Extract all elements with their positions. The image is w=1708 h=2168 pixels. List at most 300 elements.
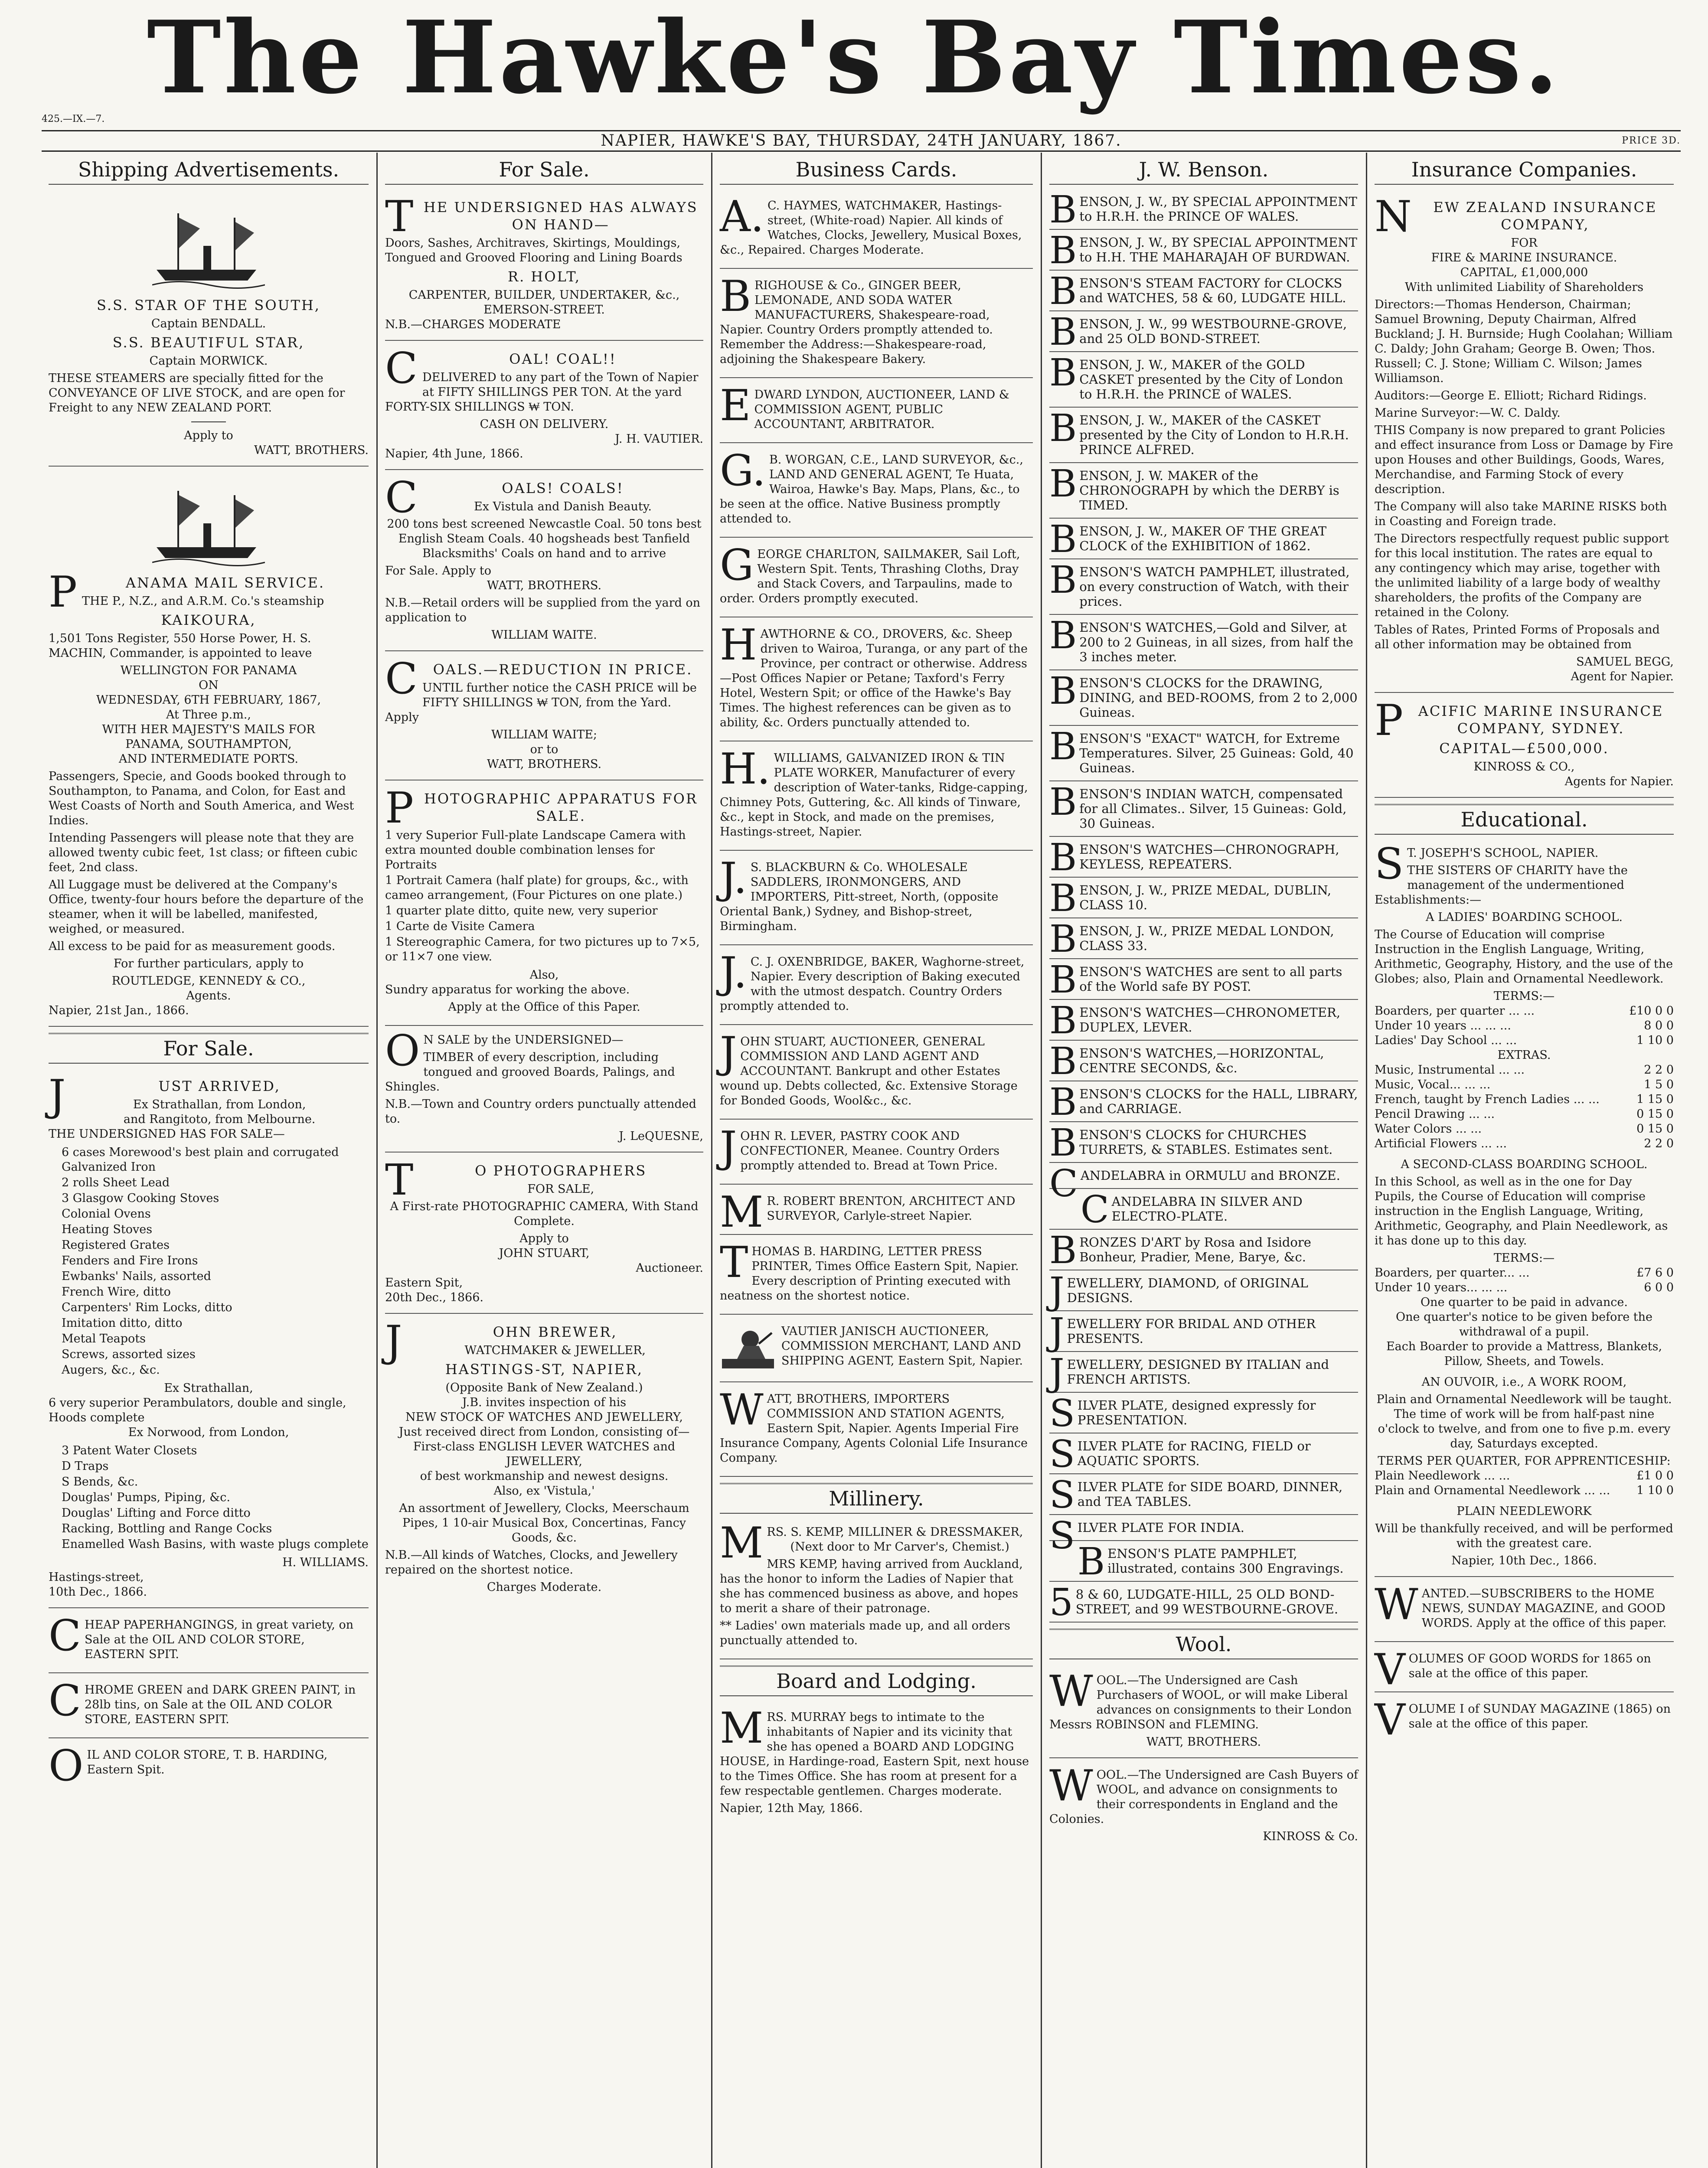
ad-line: AND INTERMEDIATE PORTS. bbox=[119, 752, 298, 766]
ad-title: PACIFIC MARINE INSURANCE COMPANY, SYDNEY. bbox=[1375, 696, 1664, 745]
card bbox=[720, 269, 1033, 378]
card bbox=[720, 443, 1033, 538]
ad-title: TO PHOTOGRAPHERS bbox=[385, 1156, 647, 1205]
ad-line: FIRE & MARINE INSURANCE. bbox=[1431, 251, 1617, 264]
ad-line: (Next door to Mr Carver's, Chemist.) bbox=[790, 1540, 1009, 1554]
ad-title: MRS. S. KEMP, MILLINER & DRESSMAKER, bbox=[720, 1518, 1023, 1568]
fee-label: Plain and Ornamental Needlework ... ... bbox=[1375, 1484, 1610, 1497]
ad-line: WELLINGTON FOR PANAMA bbox=[120, 664, 297, 677]
fee-label: Boarders, per quarter... ... bbox=[1375, 1266, 1530, 1280]
ad-body: Plain and Ornamental Needlework will be taught. The time of work will be from half-past nine o'clock to twelve, and from one to five p.m. every day, Saturdays excepted. bbox=[1376, 1393, 1672, 1450]
list-item: 3 Patent Water Closets bbox=[62, 1444, 197, 1457]
ad-body: DELIVERED to any part of the Town of Napier at FIFTY SHILLINGS PER TON. At the yard FORTY-SIX SHILLINGS ₩ TON. bbox=[385, 371, 699, 414]
ad-line: Ex Strathallan, from London, bbox=[133, 1098, 306, 1111]
ad-body: CHEAP PAPERHANGINGS, in great variety, on Sale at the OIL AND COLOR STORE, EASTERN SPIT. bbox=[49, 1611, 354, 1661]
section-heading: Insurance Companies. bbox=[1375, 155, 1674, 185]
ad-body: ** Ladies' own materials made up, and all orders punctually attended to. bbox=[720, 1619, 1010, 1647]
ad-title: JUST ARRIVED, bbox=[49, 1071, 281, 1120]
benson-ad: BENSON, J. W., BY SPECIAL APPOINTMENT to H.R.H. the PRINCE OF WALES. bbox=[1049, 189, 1358, 230]
ad-line: of best workmanship and newest designs. bbox=[420, 1469, 669, 1483]
ad-body: Will be thankfully received, and will be performed with the greatest care. bbox=[1375, 1522, 1673, 1550]
ad-body: A First-rate PHOTOGRAPHIC CAMERA, With Stand Complete. bbox=[390, 1200, 699, 1228]
agent-role: Agents for Napier. bbox=[1564, 775, 1674, 788]
ad-line: Each Boarder to provide a Mattress, Blankets, Pillow, Sheets, and Towels. bbox=[1386, 1340, 1662, 1368]
ad-body: 200 tons best screened Newcastle Coal. 50 tons best English Steam Coals. 40 hogsheads best Tanfield Blacksmiths' Coals on hand and to arrive bbox=[387, 517, 702, 560]
benson-ad: BENSON, J. W., MAKER OF THE GREAT CLOCK of the EXHIBITION of 1862. bbox=[1049, 519, 1358, 559]
column-rule bbox=[1366, 153, 1367, 2168]
card-text: A.C. HAYMES, WATCHMAKER, Hastings-street, (White-road) Napier. All kinds of Watches, Clocks, Jewellery, Musical Boxes, &c., Repaired. Charges Moderate. bbox=[720, 192, 1022, 257]
fee-label: Plain Needlework ... ... bbox=[1375, 1469, 1510, 1482]
benson-ad: BENSON'S WATCH PAMPHLET, illustrated, on every construction of Watch, with their prices. bbox=[1049, 559, 1358, 615]
fee-label: Music, Vocal... ... ... bbox=[1375, 1078, 1491, 1091]
ad-body: The Course of Education will comprise Instruction in the English Language, Writing, Arithmetic, Geography, History, and the use of the Globes; also, Plain and Ornamental Needlework. bbox=[1375, 928, 1673, 986]
goods-list bbox=[62, 1443, 369, 1552]
ad-just-arrived bbox=[49, 1068, 369, 1608]
card bbox=[720, 1120, 1033, 1185]
column-rule bbox=[1041, 153, 1042, 2168]
benson-ad: JEWELLERY, DIAMOND, of ORIGINAL DESIGNS. bbox=[1049, 1270, 1358, 1311]
section-heading: Educational. bbox=[1375, 804, 1674, 835]
list-item: Screws, assorted sizes bbox=[62, 1348, 196, 1361]
ad-good-words bbox=[1375, 1642, 1674, 1695]
ad-paperhangings bbox=[49, 1608, 369, 1673]
benson-ad: SILVER PLATE FOR INDIA. bbox=[1049, 1515, 1358, 1541]
ad-line: and Rangitoto, from Melbourne. bbox=[123, 1113, 316, 1126]
ad-line: With unlimited Liability of Shareholders bbox=[1404, 281, 1644, 294]
steamship-illustration bbox=[152, 482, 265, 569]
ad-panama-mail bbox=[49, 467, 369, 1027]
ad-body: The Directors respectfully request public support for this local institution. The rates are equal to any contingency which may arise, together with the unlimited liability of a large body of wealthy shareholders, the profits of the Company are retained in the Colony. bbox=[1375, 532, 1669, 619]
ad-title: ST. JOSEPH'S SCHOOL, NAPIER. bbox=[1375, 839, 1599, 889]
ad-line: AN OUVOIR, i.e., A WORK ROOM, bbox=[1421, 1375, 1627, 1389]
list-item: 3 Glasgow Cooking Stoves bbox=[62, 1192, 219, 1205]
ad-title: PANAMA MAIL SERVICE. bbox=[49, 568, 325, 617]
ad-body: Auditors:—George E. Elliott; Richard Ridings. bbox=[1375, 389, 1647, 402]
card-text: EDWARD LYNDON, AUCTIONEER, LAND & COMMISSION AGENT, PUBLIC ACCOUNTANT, ARBITRATOR. bbox=[720, 381, 1009, 431]
ad-line: THE P., N.Z., and A.R.M. Co.'s steamship bbox=[82, 594, 324, 608]
column-rule bbox=[711, 153, 712, 2168]
ad-line: Ex Norwood, from London, bbox=[128, 1426, 289, 1439]
ad-body: All Luggage must be delivered at the Company's Office, twenty-four hours before the departure of the steamer, when it will be labelled, manifested, weighed, or measured. bbox=[49, 878, 364, 936]
list-item: 1 Carte de Visite Camera bbox=[385, 920, 535, 933]
goods-list bbox=[385, 828, 703, 964]
benson-ad: BRONZES D'ART by Rosa and Isidore Bonheur, Pradier, Mene, Barye, &c. bbox=[1049, 1230, 1358, 1270]
ad-line: HASTINGS-ST, NAPIER, bbox=[445, 1361, 643, 1378]
benson-ad: BENSON'S CLOCKS for the HALL, LIBRARY, and CARRIAGE. bbox=[1049, 1081, 1358, 1124]
ad-date: 10th Dec., 1866. bbox=[49, 1585, 147, 1599]
ad-title: ON SALE by the UNDERSIGNED— bbox=[385, 1026, 624, 1076]
agent-name: ROUTLEDGE, KENNEDY & CO., bbox=[111, 974, 306, 988]
issue-number: 425.—IX.—7. bbox=[42, 114, 105, 124]
fee-label: Water Colors ... ... bbox=[1375, 1122, 1482, 1136]
ad-john-brewer bbox=[385, 1314, 703, 1603]
steamship-icon bbox=[152, 205, 265, 291]
section-heading: Millinery. bbox=[720, 1483, 1033, 1514]
ad-line: ON bbox=[199, 679, 219, 692]
list-item: Heating Stoves bbox=[62, 1223, 153, 1236]
fee-row bbox=[1375, 1136, 1674, 1151]
auctioneer-vignette-icon bbox=[720, 1324, 776, 1372]
list-item: Metal Teapots bbox=[62, 1332, 146, 1345]
ad-line: Just received direct from London, consisting of— bbox=[398, 1425, 690, 1439]
ad-body: WOOL.—The Undersigned are Cash Buyers of WOOL, and advance on consignments to their correspondents in England and the Colonies. bbox=[1049, 1761, 1359, 1826]
benson-ad: CANDELABRA IN SILVER AND ELECTRO-PLATE. bbox=[1049, 1189, 1358, 1230]
ad-line: R. HOLT, bbox=[507, 268, 581, 285]
ad-body: MRS. MURRAY begs to intimate to the inhabitants of Napier and its vicinity that she has opened a BOARD AND LODGING HOUSE, in Hardinge-road, Eastern Spit, next house to the Times Office. She has room at present for a few respectable gentlemen. Charges moderate. bbox=[720, 1704, 1029, 1798]
newspaper-title: The Hawke's Bay Times. bbox=[147, 0, 1561, 116]
list-item: Registered Grates bbox=[62, 1238, 170, 1252]
benson-ad: BENSON, J. W., 99 WESTBOURNE-GROVE, and 25 OLD BOND-STREET. bbox=[1049, 311, 1358, 352]
ad-body: N.B.—Retail orders will be supplied from the yard on application to bbox=[385, 596, 701, 624]
benson-ad: BENSON, J. W., BY SPECIAL APPOINTMENT to H.H. THE MAHARAJAH OF BURDWAN. bbox=[1049, 230, 1358, 271]
ship-name: KAIKOURA, bbox=[161, 612, 256, 628]
fee-amount: 8 0 0 bbox=[1644, 1019, 1674, 1032]
list-item: 2 rolls Sheet Lead bbox=[62, 1176, 170, 1189]
ad-line: Ex Strathallan, bbox=[164, 1381, 253, 1395]
fee-amount: 2 2 0 bbox=[1644, 1063, 1674, 1077]
ad-line: At Three p.m., bbox=[166, 708, 251, 722]
agent-role: Agent for Napier. bbox=[1571, 670, 1674, 683]
steamship-icon bbox=[152, 482, 265, 569]
signature: H. WILLIAMS. bbox=[282, 1556, 369, 1569]
list-item: Douglas' Pumps, Piping, &c. bbox=[62, 1491, 230, 1504]
fee-row bbox=[1375, 1063, 1674, 1077]
ad-line: WATCHMAKER & JEWELLER, bbox=[464, 1344, 646, 1357]
benson-ad: BENSON'S WATCHES—CHRONOMETER, DUPLEX, LEVER. bbox=[1049, 1000, 1358, 1041]
benson-ad: BENSON'S "EXACT" WATCH, for Extreme Temperatures. Silver, 25 Guineas: Gold, 40 Guineas. bbox=[1049, 726, 1358, 781]
ad-date: Napier, 4th June, 1866. bbox=[385, 447, 523, 460]
ad-body: THIS Company is now prepared to grant Policies and effect insurance from Loss or Damage by Fire upon Houses and other Buildings, Goods, Wares, Merchandise, and Farming Stock of every description. bbox=[1375, 424, 1673, 496]
ad-body: Tables of Rates, Printed Forms of Proposals and all other information may be obtained from bbox=[1375, 623, 1660, 651]
ad-line: Sundry apparatus for working the above. bbox=[385, 983, 630, 996]
card bbox=[720, 378, 1033, 443]
signature: WATT, BROTHERS. bbox=[487, 757, 602, 771]
ad-st-josephs bbox=[1375, 839, 1674, 1577]
card-text: BRIGHOUSE & Co., GINGER BEER, LEMONADE, AND SODA WATER MANUFACTURERS, Shakespeare-road, Napier. Country Orders promptly attended to. Remember the Address:—Shakespeare-road, adjoining the Shakespeare Bakery. bbox=[720, 272, 993, 366]
card bbox=[720, 617, 1033, 741]
ad-line: 6 very superior Perambulators, double and single, Hoods complete bbox=[49, 1396, 346, 1424]
benson-ad: BENSON'S CLOCKS for the DRAWING, DINING, and BED-ROOMS, from 2 to 2,000 Guineas. bbox=[1049, 670, 1358, 726]
ad-line: CAPITAL, £1,000,000 bbox=[1460, 266, 1588, 279]
card-text: J.C. J. OXENBRIDGE, BAKER, Waghorne-street, Napier. Every description of Baking executed with the utmost despatch. Country Orders promptly attended to. bbox=[720, 948, 1025, 1013]
fee-row bbox=[1375, 1469, 1674, 1483]
ad-body: THESE STEAMERS are specially fitted for the CONVEYANCE OF LIVE STOCK, and are open for Freight to any NEW ZEALAND PORT. bbox=[49, 372, 345, 415]
card-text: HAWTHORNE & CO., DROVERS, &c. Sheep driven to Wairoa, Turanga, or any part of the Province, per contract or otherwise. Address —Post Offices Napier or Petane; Taxford's Ferry Hotel, Western Spit; or office of the Hawke's Bay Times. The highest references can be given as to ability, &c. Orders punctually attended to. bbox=[720, 620, 1028, 729]
ad-kemp bbox=[720, 1518, 1033, 1659]
ad-address: Eastern Spit, bbox=[385, 1276, 463, 1290]
list-item: Ewbanks' Nails, assorted bbox=[62, 1270, 211, 1283]
ad-body: WANTED.—SUBSCRIBERS to the HOME NEWS, SUNDAY MAGAZINE, and GOOD WORDS. Apply at the office of this paper. bbox=[1375, 1580, 1667, 1630]
fee-amount: 1 15 0 bbox=[1636, 1093, 1674, 1106]
benson-ad: BENSON'S PLATE PAMPHLET, illustrated, contains 300 Engravings. bbox=[1049, 1541, 1358, 1582]
signature: WATT, BROTHERS. bbox=[1146, 1735, 1261, 1749]
section-heading: Shipping Advertisements. bbox=[49, 155, 369, 185]
dateline-text: NAPIER, HAWKE'S BAY, THURSDAY, 24TH JANUARY, 1867. bbox=[601, 132, 1122, 150]
card bbox=[720, 1025, 1033, 1120]
column-benson bbox=[1042, 153, 1365, 2168]
ad-holt bbox=[385, 189, 703, 341]
ad-title: JOHN BREWER, bbox=[385, 1317, 617, 1366]
ad-line: THE UNDERSIGNED HAS FOR SALE— bbox=[49, 1127, 285, 1141]
fee-row bbox=[1375, 1266, 1674, 1280]
column-rule bbox=[376, 153, 378, 2168]
ad-body: In this School, as well as in the one for Day Pupils, the Course of Education will comprise instruction in the English Language, Writing, Arithmetic, Geography, and Plain Needlework, as it has done up to this day. bbox=[1375, 1175, 1668, 1247]
signature: WILLIAM WAITE; bbox=[491, 728, 598, 741]
ad-to-photographers bbox=[385, 1153, 703, 1314]
ad-line: TERMS PER QUARTER, FOR APPRENTICESHIP: bbox=[1378, 1454, 1671, 1468]
fee-amount: 1 10 0 bbox=[1636, 1484, 1674, 1497]
ad-body: Directors:—Thomas Henderson, Chairman; Samuel Browning, Deputy Chairman, Alfred Buckland; J. H. Burnside; Hugh Coolahan; William C. Daldy; John Graham; George B. Owen; Thos. Russell; C. J. Stone; William C. Wilson; James Williamson. bbox=[1375, 298, 1673, 385]
apply-label: Apply to bbox=[184, 429, 233, 442]
ad-wanted-subscribers bbox=[1375, 1577, 1674, 1642]
benson-ad: CANDELABRA in ORMULU and BRONZE. bbox=[1049, 1163, 1358, 1189]
list-item: 1 Portrait Camera (half plate) for groups, &c., with cameo arrangement, (Four Pictures on one plate.) bbox=[385, 874, 689, 902]
card bbox=[720, 741, 1033, 851]
ad-line: First-class ENGLISH LEVER WATCHES and JEWELLERY, bbox=[413, 1440, 676, 1468]
section-heading: Wool. bbox=[1049, 1629, 1358, 1659]
ad-line: N.B.—CHARGES MODERATE bbox=[385, 318, 561, 331]
ad-date: Napier, 12th May, 1866. bbox=[720, 1802, 863, 1815]
card-text: J.S. BLACKBURN & Co. WHOLESALE SADDLERS, IRONMONGERS, AND IMPORTERS, Pitt-street, North, (opposite Oriental Bank,) Sydney, and Bishop-street, Birmingham. bbox=[720, 854, 999, 933]
card bbox=[720, 1185, 1033, 1235]
price: PRICE 3D. bbox=[1622, 135, 1681, 146]
short-rule bbox=[191, 421, 226, 422]
ad-coals-reduction bbox=[385, 651, 703, 780]
card-text: MR. ROBERT BRENTON, ARCHITECT AND SURVEYOR, Carlyle-street Napier. bbox=[720, 1188, 1016, 1237]
ad-line: FOR bbox=[1511, 236, 1538, 250]
card-text: VAUTIER JANISCH AUCTIONEER, COMMISSION MERCHANT, LAND AND SHIPPING AGENT, Eastern Spit, Napier. bbox=[781, 1325, 1023, 1368]
ad-line: FOR SALE, bbox=[527, 1182, 594, 1196]
list-item: Carpenters' Rim Locks, ditto bbox=[62, 1301, 232, 1314]
ad-body: THE SISTERS OF CHARITY have the management of the undermentioned Establishments:— bbox=[1375, 864, 1628, 907]
fee-label: Pencil Drawing ... ... bbox=[1375, 1107, 1495, 1121]
ad-body: Passengers, Specie, and Goods booked through to Southampton, to Panama, and Colon, for East and West Coasts of North and South America, and West Indies. bbox=[49, 770, 354, 827]
fee-label: Music, Instrumental ... ... bbox=[1375, 1063, 1525, 1077]
card bbox=[720, 851, 1033, 945]
ad-body: VOLUMES OF GOOD WORDS for 1865 on sale at the office of this paper. bbox=[1375, 1645, 1651, 1695]
section-heading: J. W. Benson. bbox=[1049, 155, 1358, 185]
benson-ad: SILVER PLATE, designed expressly for PRESENTATION. bbox=[1049, 1393, 1358, 1433]
section-heading: For Sale. bbox=[385, 155, 703, 185]
section-heading: Business Cards. bbox=[720, 155, 1033, 185]
list-item: 1 quarter plate ditto, quite new, very superior bbox=[385, 904, 658, 917]
agent-name: WATT, BROTHERS. bbox=[254, 444, 369, 457]
ad-line: EXTRAS. bbox=[1497, 1048, 1551, 1062]
ship-name: S.S. STAR OF THE SOUTH, bbox=[97, 297, 320, 313]
benson-ad-list bbox=[1049, 189, 1358, 1623]
agent-role: Agents. bbox=[186, 989, 231, 1002]
ad-body: OIL AND COLOR STORE, T. B. HARDING, Eastern Spit. bbox=[49, 1741, 328, 1791]
ad-line: WEDNESDAY, 6TH FEBRUARY, 1867, bbox=[96, 693, 321, 707]
fee-amount: 1 10 0 bbox=[1636, 1034, 1674, 1047]
ad-murray bbox=[720, 1701, 1033, 1824]
column-for-sale bbox=[378, 153, 710, 2168]
list-item: 6 cases Morewood's best plain and corrugated Galvanized Iron bbox=[62, 1146, 339, 1174]
benson-ad: JEWELLERY FOR BRIDAL AND OTHER PRESENTS. bbox=[1049, 1311, 1358, 1352]
fee-row bbox=[1375, 1019, 1674, 1033]
list-item: Augers, &c., &c. bbox=[62, 1363, 160, 1377]
ad-line: CARPENTER, BUILDER, UNDERTAKER, &c., bbox=[408, 288, 680, 302]
ad-line: A LADIES' BOARDING SCHOOL. bbox=[1426, 911, 1623, 924]
card-text: H.WILLIAMS, GALVANIZED IRON & TIN PLATE WORKER, Manufacturer of every description of Water-tanks, Ridge-capping, Chimney Pots, Guttering, &c. All kinds of Tinware, &c., kept in Stock, and made on the premises, Hastings-street, Napier. bbox=[720, 744, 1028, 839]
ad-title: COAL! COAL!! bbox=[385, 344, 617, 393]
fee-row bbox=[1375, 1077, 1674, 1092]
ad-line: CAPITAL—£500,000. bbox=[1439, 740, 1609, 757]
card-text: JOHN STUART, AUCTIONEER, GENERAL COMMISSION AND LAND AGENT AND ACCOUNTANT. Bankrupt and other Estates wound up. Debts collected, &c. Extensive Storage for Bonded Goods, Wool&c., &c. bbox=[720, 1028, 1018, 1107]
ad-photographic-apparatus bbox=[385, 780, 703, 1026]
card-text: THOMAS B. HARDING, LETTER PRESS PRINTER, Times Office Eastern Spit, Napier. Every description of Printing executed with neatness on the shortest notice. bbox=[720, 1238, 1019, 1303]
benson-ad: BENSON'S CLOCKS for CHURCHES TURRETS, & STABLES. Estimates sent. bbox=[1049, 1122, 1358, 1163]
list-item: Racking, Bottling and Range Cocks bbox=[62, 1522, 272, 1535]
list-item: 1 Stereographic Camera, for two pictures up to 7×5, or 11×7 one view. bbox=[385, 935, 700, 963]
ad-line: Also, ex 'Vistula,' bbox=[493, 1484, 595, 1498]
signature: J. H. VAUTIER. bbox=[615, 432, 703, 446]
list-item: Fenders and Fire Irons bbox=[62, 1254, 198, 1267]
ad-line: Auctioneer. bbox=[636, 1261, 703, 1275]
card-text: WATT, BROTHERS, IMPORTERS COMMISSION AND STATION AGENTS, Eastern Spit, Napier. Agents Imperial Fire Insurance Company, Agents Colonial Life Insurance Company. bbox=[720, 1385, 1028, 1465]
fee-row bbox=[1375, 1107, 1674, 1122]
ad-date: Napier, 21st Jan., 1866. bbox=[49, 1004, 189, 1017]
ad-line: WITH HER MAJESTY'S MAILS FOR bbox=[102, 723, 315, 736]
ad-line: or to bbox=[530, 743, 558, 756]
section-heading: Board and Lodging. bbox=[720, 1665, 1033, 1696]
fee-label: Under 10 years ... ... ... bbox=[1375, 1019, 1511, 1032]
benson-ad: BENSON'S WATCHES are sent to all parts of the World safe BY POST. bbox=[1049, 959, 1358, 1000]
fee-label: Ladies' Day School ... ... bbox=[1375, 1034, 1517, 1047]
benson-ad: BENSON'S WATCHES—CHRONOGRAPH, KEYLESS, REPEATERS. bbox=[1049, 837, 1358, 878]
fee-row bbox=[1375, 1280, 1674, 1295]
ad-wool-watt bbox=[1049, 1664, 1358, 1758]
ad-sunday-magazine bbox=[1375, 1692, 1674, 1745]
fee-row bbox=[1375, 1122, 1674, 1136]
steamship-illustration bbox=[152, 205, 265, 291]
ad-line: Apply at the Office of this Paper. bbox=[448, 1000, 640, 1014]
card-text: GEORGE CHARLTON, SAILMAKER, Sail Loft, Western Spit. Tents, Thrashing Cloths, Dray and Stack Covers, and Tarpaulins, made to order. Orders promptly executed. bbox=[720, 541, 1020, 605]
ad-line: One quarter's notice to be given before the withdrawal of a pupil. bbox=[1395, 1310, 1653, 1339]
card bbox=[720, 945, 1033, 1025]
benson-ad: BENSON, J. W., MAKER of the CASKET presented by the City of London to H.R.H. PRINCE ALFRED. bbox=[1049, 408, 1358, 463]
masthead bbox=[0, 0, 1708, 116]
ad-date: 20th Dec., 1866. bbox=[385, 1291, 483, 1304]
list-item: Douglas' Lifting and Force ditto bbox=[62, 1506, 251, 1520]
fee-amount: £10 0 0 bbox=[1629, 1004, 1674, 1018]
fee-amount: £1 0 0 bbox=[1636, 1469, 1674, 1482]
fee-row bbox=[1375, 1004, 1674, 1019]
list-item: S Bends, &c. bbox=[62, 1475, 138, 1489]
fee-amount: 6 0 0 bbox=[1644, 1281, 1674, 1294]
ad-body: MRS KEMP, having arrived from Auckland, has the honor to inform the Ladies of Napier that she has commenced business as above, and hopes to merit a share of their patronage. bbox=[720, 1557, 1023, 1615]
ad-title: THE UNDERSIGNED HAS ALWAYS ON HAND— bbox=[385, 192, 698, 242]
ad-coal-vautier bbox=[385, 341, 703, 470]
benson-ad: BENSON, J. W. MAKER of the CHRONOGRAPH by which the DERBY is TIMED. bbox=[1049, 463, 1358, 519]
ad-body: N.B.—Town and Country orders punctually attended to. bbox=[385, 1097, 696, 1126]
signature: J. LeQUESNE, bbox=[619, 1130, 703, 1143]
ad-line: Ex Vistula and Danish Beauty. bbox=[474, 500, 652, 513]
benson-ad: BENSON'S STEAM FACTORY for CLOCKS and WATCHES, 58 & 60, LUDGATE HILL. bbox=[1049, 271, 1358, 311]
card bbox=[720, 1382, 1033, 1477]
fee-amount: 2 2 0 bbox=[1644, 1137, 1674, 1150]
section-heading: For Sale. bbox=[49, 1033, 369, 1064]
ad-body: CHROME GREEN and DARK GREEN PAINT, in 28lb tins, on Sale at the OIL AND COLOR STORE, EASTERN SPIT. bbox=[49, 1676, 356, 1726]
ad-chrome-green bbox=[49, 1673, 369, 1738]
signature: JOHN STUART, bbox=[499, 1247, 590, 1260]
ad-line: J.B. invites inspection of his bbox=[462, 1396, 627, 1409]
benson-ad: BENSON, J. W., PRIZE MEDAL, DUBLIN, CLASS 10. bbox=[1049, 878, 1358, 918]
signature: KINROSS & Co. bbox=[1263, 1830, 1358, 1843]
list-item: Enamelled Wash Basins, with waste plugs complete bbox=[62, 1538, 369, 1551]
fee-label: Boarders, per quarter ... ... bbox=[1375, 1004, 1535, 1018]
ad-line: CASH ON DELIVERY. bbox=[480, 418, 609, 431]
column-shipping bbox=[42, 153, 376, 2168]
ad-line: EMERSON-STREET. bbox=[483, 303, 605, 317]
ad-title: NEW ZEALAND INSURANCE COMPANY, bbox=[1375, 192, 1657, 242]
fee-amount: 1 5 0 bbox=[1644, 1078, 1674, 1091]
ad-oil-color-store bbox=[49, 1738, 369, 1791]
fee-row bbox=[1375, 1033, 1674, 1048]
ad-address: Hastings-street, bbox=[49, 1570, 144, 1584]
benson-ad: SILVER PLATE for RACING, FIELD or AQUATIC SPORTS. bbox=[1049, 1433, 1358, 1474]
ship-captain: Captain BENDALL. bbox=[151, 317, 266, 330]
fee-amount: £7 6 0 bbox=[1636, 1266, 1674, 1280]
ad-line: Charges Moderate. bbox=[487, 1580, 602, 1594]
ad-line: One quarter to be paid in advance. bbox=[1421, 1296, 1628, 1309]
ad-line: 1,501 Tons Register, 550 Horse Power, H. S. MACHIN, Commander, is appointed to leave bbox=[49, 632, 312, 660]
benson-ad: BENSON, J. W., PRIZE MEDAL LONDON, CLASS 33. bbox=[1049, 918, 1358, 959]
signature: KINROSS & CO., bbox=[1473, 760, 1575, 774]
card bbox=[720, 189, 1033, 269]
column-business-cards bbox=[713, 153, 1040, 2168]
ad-line: NEW STOCK OF WATCHES AND JEWELLERY, bbox=[405, 1411, 683, 1424]
benson-ad: BENSON'S INDIAN WATCH, compensated for all Climates.. Silver, 15 Guineas: Gold, 30 Guineas. bbox=[1049, 781, 1358, 837]
ad-body: Doors, Sashes, Architraves, Skirtings, Mouldings, Tongued and Grooved Flooring and Lining Boards bbox=[385, 236, 683, 264]
ad-body: Marine Surveyor:—W. C. Daldy. bbox=[1375, 406, 1561, 420]
benson-ad: BENSON'S WATCHES,—Gold and Silver, at 200 to 2 Guineas, in all sizes, from half the 3 inches meter. bbox=[1049, 615, 1358, 670]
ad-line: Also, bbox=[529, 968, 559, 982]
fee-row bbox=[1375, 1483, 1674, 1498]
fee-amount: 0 15 0 bbox=[1636, 1122, 1674, 1136]
fee-label: Artificial Flowers ... ... bbox=[1375, 1137, 1507, 1150]
signature: SAMUEL BEGG, bbox=[1576, 655, 1674, 669]
ad-wool-kinross bbox=[1049, 1758, 1358, 1852]
ad-line: PLAIN NEEDLEWORK bbox=[1457, 1505, 1592, 1518]
fee-row bbox=[1375, 1092, 1674, 1107]
ad-body: TIMBER of every description, including tongued and grooved Boards, Palings, and Shingles. bbox=[385, 1051, 675, 1094]
benson-ad: BENSON'S WATCHES,—HORIZONTAL, CENTRE SECONDS, &c. bbox=[1049, 1041, 1358, 1081]
ad-title: COALS! COALS! bbox=[385, 473, 624, 522]
ad-date: Napier, 10th Dec., 1866. bbox=[1451, 1554, 1597, 1567]
dateline bbox=[42, 130, 1681, 152]
fee-label: French, taught by French Ladies ... ... bbox=[1375, 1093, 1600, 1106]
ad-line: TERMS:— bbox=[1493, 1251, 1555, 1265]
ad-body: Intending Passengers will please note that they are allowed twenty cubic feet, 1st class; or fifteen cubic feet, 2nd class. bbox=[49, 831, 358, 874]
list-item: Imitation ditto, ditto bbox=[62, 1316, 183, 1330]
card bbox=[720, 1235, 1033, 1315]
ad-body: N.B.—All kinds of Watches, Clocks, and Jewellery repaired on the shortest notice. bbox=[385, 1548, 678, 1577]
ad-line: (Opposite Bank of New Zealand.) bbox=[445, 1381, 643, 1394]
ad-star-of-the-south bbox=[49, 189, 369, 467]
column-insurance bbox=[1368, 153, 1681, 2168]
list-item: 1 very Superior Full-plate Landscape Camera with extra mounted double combination lenses for Portraits bbox=[385, 829, 686, 872]
agent-name: WATT, BROTHERS. bbox=[487, 579, 602, 592]
fee-label: Under 10 years... ... ... bbox=[1375, 1281, 1508, 1294]
goods-list bbox=[62, 1145, 369, 1378]
ad-line: PANAMA, SOUTHAMPTON, bbox=[125, 738, 292, 751]
ad-body: WOOL.—The Undersigned are Cash Purchasers of WOOL, or will make Liberal advances on consignments to their London Messrs ROBINSON and FLEMING. bbox=[1049, 1667, 1352, 1731]
ship-captain: Captain MORWICK. bbox=[149, 354, 268, 368]
ad-body: UNTIL further notice the CASH PRICE will be FIFTY SHILLINGS ₩ TON, from the Yard. Apply bbox=[385, 681, 697, 724]
ad-nz-insurance bbox=[1375, 189, 1674, 693]
list-item: French Wire, ditto bbox=[62, 1285, 171, 1299]
